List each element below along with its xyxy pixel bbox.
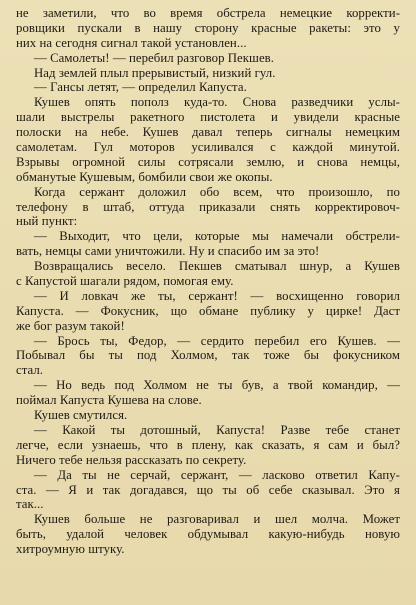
text-line: Возвращались весело. Пекшев сматывал шнур, а Кушев bbox=[34, 259, 400, 274]
text-line: — Брось ты, Федор, — сердито перебил его Кушев. — bbox=[34, 333, 400, 348]
text-line: Когда сержант доложил обо всем, что произошло, по bbox=[34, 184, 400, 199]
text-line: быть, удалой человек обдумывал какую-нибудь новую bbox=[16, 527, 400, 542]
text-line: Кушев больше не разговаривал и шел молча. Может bbox=[34, 512, 400, 527]
text-line: так... bbox=[16, 497, 44, 512]
page-text bbox=[16, 6, 400, 557]
text-line: — Самолеты! — перебил разговор Пекшев. bbox=[34, 50, 275, 65]
text-line: Кушев смутился. bbox=[34, 408, 128, 423]
text-line: Над землей плыл прерывистый, низкий гул. bbox=[34, 65, 276, 80]
text-line: Взрывы огромной силы сотрясали землю, и снова немцы, bbox=[16, 154, 400, 169]
text-line: них на сегодня сигнал такой установлен... bbox=[16, 35, 247, 50]
text-line: же бог разум такой! bbox=[16, 318, 125, 333]
text-line: поймал Капуста Кушева на слове. bbox=[16, 393, 202, 408]
text-line: телефону в штаб, оттуда приказали снять корректировоч- bbox=[16, 199, 400, 214]
text-line: Побывал бы ты под Холмом, так тоже бы фокусником bbox=[16, 348, 400, 363]
text-line: — Да ты не серчай, сержант, — ласково ответил Капу- bbox=[34, 467, 400, 482]
text-line: ста. — Я и так догадався, що ты об себе сказывал. Это я bbox=[16, 482, 400, 497]
text-line: Капуста. — Фокусник, що обмане публику у цирке! Даст bbox=[16, 303, 400, 318]
text-line: не заметили, что во время обстрела немецкие корректи- bbox=[16, 6, 400, 20]
text-line: обманутые Кушевым, бомбили свои же окопы. bbox=[16, 169, 273, 184]
text-line: легче, если узнаешь, что в плену, как сказать, я сам и был? bbox=[16, 437, 400, 452]
text-line: — Гансы летят, — определил Капуста. bbox=[34, 80, 247, 95]
text-line: вать, немцы сами уничтожили. Ну и спасибо им за это! bbox=[16, 244, 320, 259]
text-line: самолетам. Гул моторов усиливался с каждой минутой. bbox=[16, 140, 400, 155]
text-line: — Выходит, что цели, которые мы намечали обстрели- bbox=[34, 229, 400, 244]
text-line: Кушев опять пополз куда-то. Снова разведчики услы- bbox=[34, 95, 400, 110]
text-line: шали выстрелы ракетного пистолета и увидели красные bbox=[16, 110, 400, 125]
text-line: ровщики пускали в нашу сторону красные ракеты: это у bbox=[16, 20, 400, 35]
text-line: — И ловкач же ты, сержант! — восхищенно говорил bbox=[34, 288, 400, 303]
text-line: с Капустой шагали рядом, помогая ему. bbox=[16, 274, 234, 289]
text-line: полоски на небе. Кушев давал теперь сигналы немецким bbox=[16, 125, 400, 140]
text-line: — Какой ты дотошный, Капуста! Разве тебе станет bbox=[34, 422, 400, 437]
text-line: стал. bbox=[16, 363, 44, 378]
text-line: — Но ведь под Холмом не ты був, а твой командир, — bbox=[34, 378, 400, 393]
text-line: ный пункт: bbox=[16, 214, 78, 229]
text-line: хитроумную штуку. bbox=[16, 542, 125, 557]
text-line: Ничего тебе нельзя рассказать по секрету. bbox=[16, 452, 247, 467]
